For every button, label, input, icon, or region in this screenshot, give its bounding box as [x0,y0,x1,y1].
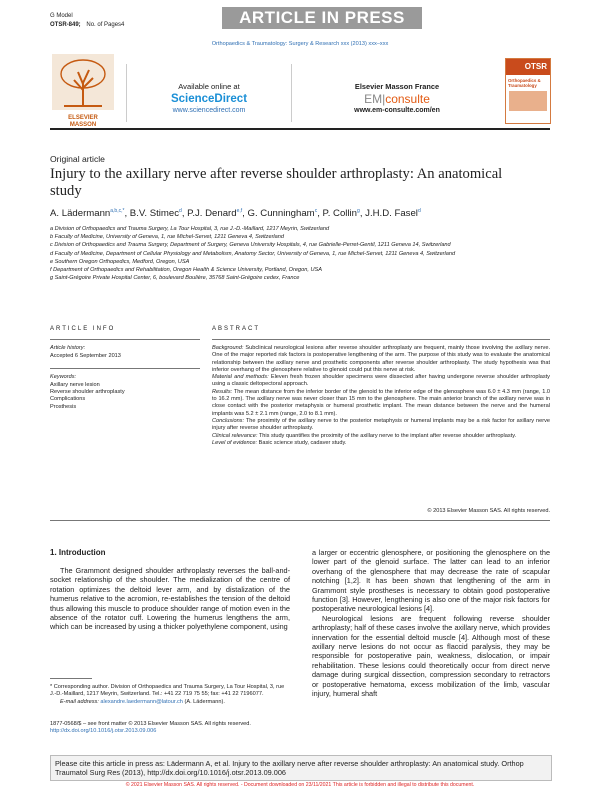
abstract-methods: Material and methods: Eleven fresh frozen shoulder specimens were dissected after having undergone reverse shoulder arthroplasty using a classic deltopectoral approach. [212,374,550,388]
author[interactable]: A. Lädermann$^{a,b,c,*}$ [50,208,125,220]
elsevier-logo [52,54,114,128]
cite-box[interactable]: Please cite this article in press as: Lädermann A, et al. Injury to the axillary nerve after reverse shoulder arthroplasty: An anatomical study. Orthop Traumatol Surg Res (2013), http://dx.doi.org/10.1016/j.otsr.2013.09.006 [50,755,552,781]
ref-code: OTSR-849; [50,22,81,28]
affiliation-a: a Division of Orthopaedics and Trauma Surgery, La Tour Hospital, 3, rue J.-D.-Maillard, 1217 Meyrin, Switzerland [50,226,330,232]
affiliation-b: b Faculty of Medicine, University of Geneva, 1, rue Michel-Servet, 1211 Geneva 4, Switzerland [50,234,285,241]
author-list: A. Lädermann$^{a,b,c,*}$, B.V. Stimec$^d$, P.J. Denard$^{e,f}$, G. Cunningham$^c$, P. Collin$^g$, J.H.D. Fasel$^d$ [50,208,421,220]
abstract-results: Results: The mean distance from the inferior border of the glenoid to the inferior edge of the glenosphere was 6.0 ± 4.3 mm (range, 1.0 to 16.2 mm). The axillary nerve was never closer than 15 mm to the glenosphere. The main anterior branch of the axillary nerve was in close contact with the posterior metaphysis or humeral prosthetic implant. The mean distance between the nerve and the humeral implants was 5.2 ± 2.1 mm (range, 2.0 to 8.1 mm). [212,388,550,417]
sciencedirect-url[interactable]: www.sciencedirect.com [172,107,246,114]
em-logo-left: EM| [364,92,386,106]
intro-left-column [50,566,290,632]
author[interactable]: B.V. Stimec$^d$ [129,208,182,220]
email-line: E-mail address: alexandre.laedermann@latour.ch (A. Lädermann). [60,699,225,706]
elsevier-masson-france: Elsevier Masson France [354,82,440,91]
article-type: Original article [50,154,105,164]
cover-badge: OTSR [506,59,550,75]
affiliation-d: d Faculty of Medicine, Department of Cellular Physiology and Metabolism, Anatomy Sector, University of Geneva, 1, rue Michel-Servet, 1211 Geneva 4, Switzerland [50,250,456,257]
sciencedirect-logo: ScienceDirect [170,93,248,105]
abstract-background: Background: Subclinical neurological lesions after reverse shoulder arthroplasty are frequent, mainly those involving the axillary nerve. One of the major reported risk factors is postoperative lengthening of the arm. The purpose of this study was to evaluate the anatomical relationship between the axillary nerve and prosthetic components after reverse shoulder arthroplasty. The study hypothesis was that inferior overhang of the glenosphere relative to glenoid could put this nerve at risk. [212,345,550,373]
article-title: Injury to the axillary nerve after reverse shoulder arthroplasty: An anatomical study [50,166,503,199]
keyword: Reverse shoulder arthroplasty [50,389,125,396]
keyword: Complications [50,396,86,403]
affiliation-c: c Division of Orthopaedics and Trauma Surgery, Department of Surgery, Geneva University Hospitals, 4, rue Gabrielle-Perret-Gentil, 1211 Geneva 14, Switzerland [50,242,451,249]
corresponding-author: * Corresponding author. Division of Orthopaedics and Trauma Surgery, La Tour Hospital, 3, rue J.-D.-Maillard, 1217 Meyrin, Switzerland. Tel.: +41 22 719 75 55; fax: +41 22 7196077. [50,684,285,698]
author[interactable]: P.J. Denard$^{e,f}$ [187,208,243,220]
keywords-label: Keywords: [50,374,77,380]
intro-paragraph-1-cont: a larger or eccentric glenosphere, or positioning the glenosphere on the lower part of the glenoid surface. The latter can lead to an inferior overhang of the glenosphere that may decrease the rate of scapular notching [1,2]. It has been shown that lengthening of the arm in Grammont style prostheses is necessary to obtain good postoperative function [3]. However, lengthening is also one of the major risk factors for postoperative neurological lesions [4]. [312,548,550,614]
issn-block [50,721,310,735]
footnote-rule [50,678,92,679]
author[interactable]: J.H.D. Fasel$^d$ [365,208,421,220]
footnotes [50,684,290,707]
author[interactable]: P. Collin$^g$ [322,208,360,220]
em-logo-right: consulte [385,92,430,106]
abstract-relevance: Clinical relevance: This study quantifies the proximity of the axillary nerve to the implant after reverse shoulder arthroplasty. [212,432,517,439]
keyword-list [50,382,125,411]
info-rule [50,339,200,340]
affiliation-f: f Department of Orthopaedics and Rehabilitation, Oregon Health & Science University, Portland, Oregon, USA [50,267,322,274]
affiliation-g: g Saint-Grégoire Private Hospital Center, 6, boulevard Boulière, 35768 Saint-Grégoire cedex, France [50,275,300,282]
affiliations [50,226,510,283]
abstract-copyright: © 2013 Elsevier Masson SAS. All rights reserved. [427,508,550,514]
em-consulte-url[interactable]: www.em-consulte.com/en [354,107,440,114]
intro-heading: 1. Introduction [50,548,106,557]
abstract-conclusions: Conclusions: The proximity of the axillary nerve to the posterior metaphysis or humeral implants may be a risk factor for axillary nerve injury after reverse shoulder arthroplasty. [212,417,550,432]
abstract-rule [212,339,550,340]
intro-right-column [312,548,550,699]
affiliation-e: e Southern Oregon Orthopedics, Medford, Oregon, USA [50,258,190,265]
doi-link[interactable]: http://dx.doi.org/10.1016/j.otsr.2013.09.006 [50,728,157,735]
model-label: G Model [50,13,73,19]
keyword: Axillary nerve lesion [50,382,100,388]
page-count: No. of Pages4 [86,22,125,28]
abstract-level: Level of evidence: Basic science study, cadaver study. [212,439,347,446]
intro-paragraph-1: The Grammont designed shoulder arthroplasty reverses the ball-and-socket relationship of the shoulder. The medialization of the centre of rotation optimizes the deltoid lever arm, and by distalization of the humerus relative to the acromion, re-establishes the tension of the deltoid thus allowing this muscle to produce shoulder range of motion even in the absence of the rotator cuff. Lowering the humerus lengthens the arm, which can be increased by using a thicker polyethylene component, using [50,566,290,632]
history-label: Article history: [50,345,86,351]
cover-graphic [509,91,547,111]
author[interactable]: G. Cunningham$^c$ [247,208,318,220]
article-in-press-banner: ARTICLE IN PRESS [222,7,422,29]
abstract-bottom-rule [50,520,550,521]
cover-title: Orthopaedics & Traumatology [508,78,541,88]
elsevier-tree-icon [52,54,114,110]
article-info-heading: ARTICLE INFO [50,326,116,332]
elsevier-label: ELSEVIER MASSON [68,115,98,128]
abstract-text [212,345,550,447]
keyword: Prosthesis [50,403,77,410]
accepted-date: Accepted 6 September 2013 [50,353,121,359]
em-consulte-logo [302,92,492,106]
article-ref [50,22,124,30]
email-link[interactable]: alexandre.laedermann@latour.ch [100,699,183,706]
header-rule [50,128,550,130]
abstract-heading: ABSTRACT [212,326,261,332]
journal-line[interactable]: Orthopaedics & Traumatology: Surgery & Research xxx (2013) xxx–xxx [211,41,389,47]
info-rule-2 [50,368,200,369]
issn-line: 1877-0568/$ – see front matter © 2013 Elsevier Masson SAS. All rights reserved. [50,721,251,727]
sciencedirect-box [126,64,292,122]
available-online: Available online at [178,82,240,91]
intro-paragraph-2: Neurological lesions are frequent following reverse shoulder arthroplasty; half of these cases involve the axillary nerve, which provides innervation for the essential deltoid muscle [4]. Although most of these axillary nerve lesions do not occur as flaccid paralysis, they may be responsible for postoperative pain, weakness, dislocation, or impair rehabilitation. These lesions could theoretically occur from direct nerve damage during surgical dissection, compression secondary to retractors or postoperative hematoma, excess mobilization of the limb, vascular injury, humeral shaft [312,613,550,699]
emconsulte-box [302,64,492,122]
journal-cover [505,58,551,124]
download-watermark: © 2021 Elsevier Masson SAS. All rights reserved. - Document downloaded on 23/11/2021 This article is forbidden and illegal to distribute this document. [125,782,475,788]
